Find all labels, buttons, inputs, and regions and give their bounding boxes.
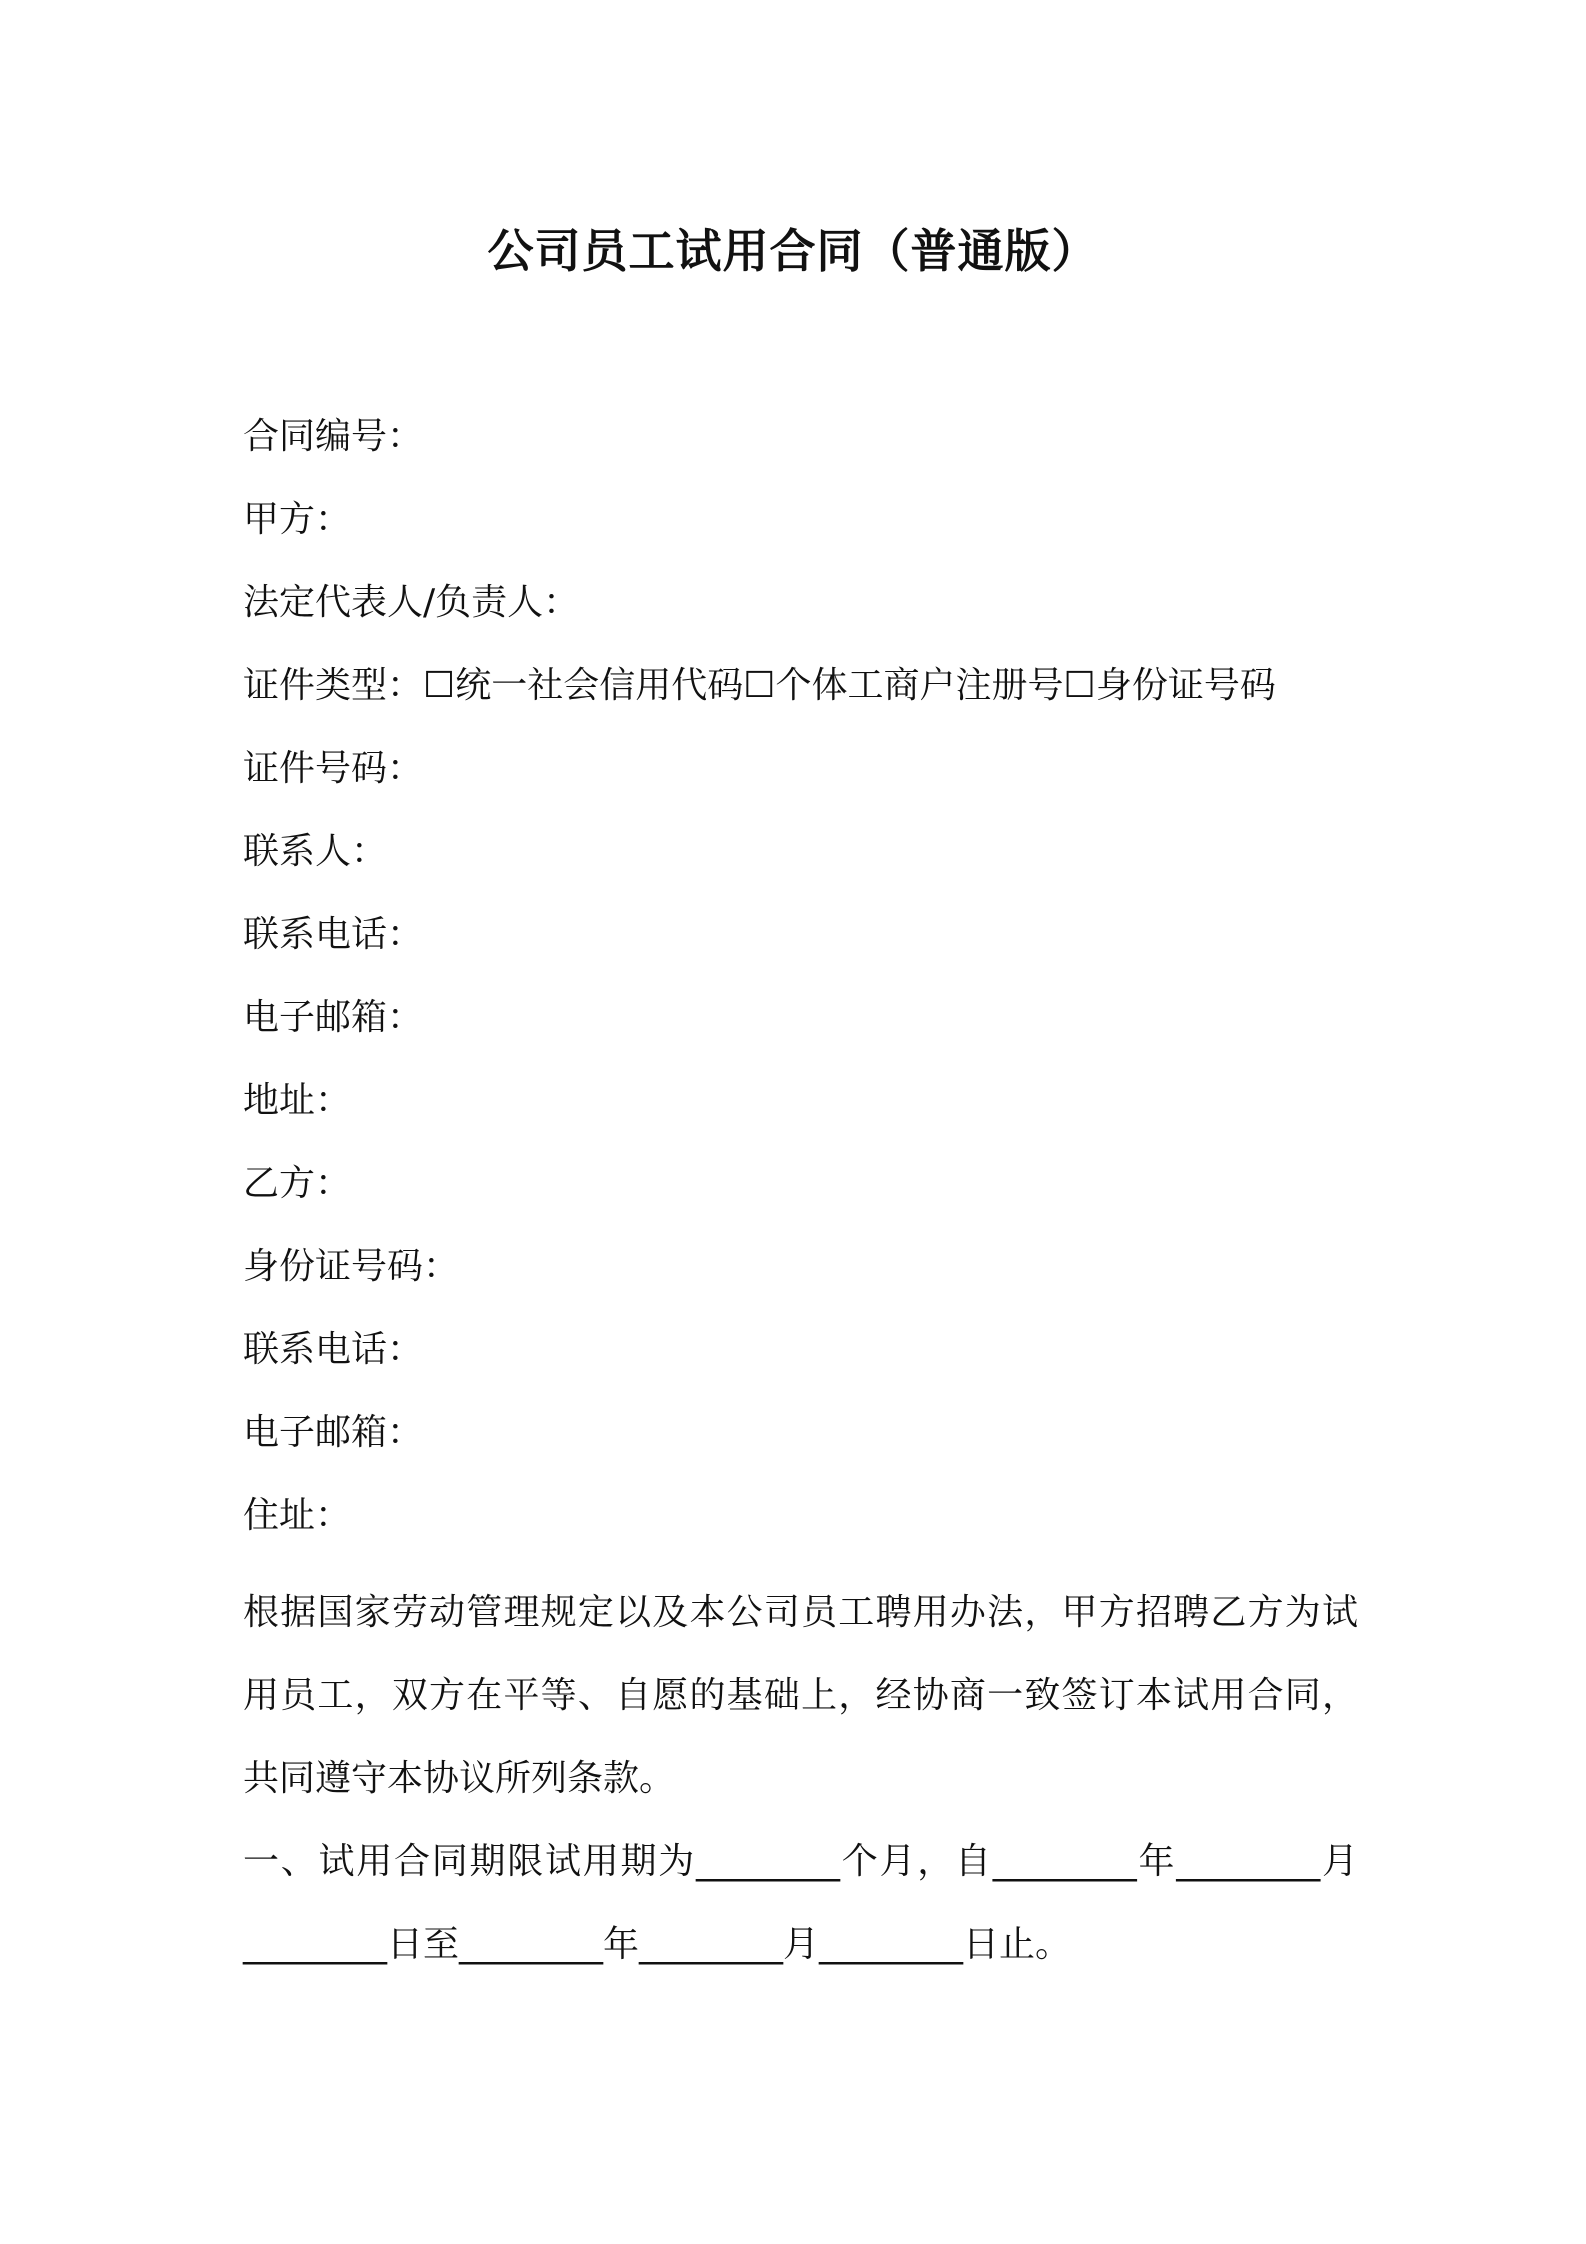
clause-1-trial-period: 一、试用合同期限试用期为________个月，自________年________月________日至________年________月________日止。 — [243, 1841, 1358, 1965]
field-party-a-address: 地址： — [243, 1080, 352, 1121]
field-party-a: 甲方： — [243, 499, 352, 540]
contract-body — [243, 1571, 1358, 1986]
field-party-b-id-number: 身份证号码： — [243, 1246, 460, 1287]
field-id-number: 证件号码： — [243, 748, 424, 789]
field-party-a-email: 电子邮箱： — [243, 997, 424, 1038]
field-party-a-phone: 联系电话： — [243, 914, 424, 955]
field-contact-person: 联系人： — [243, 831, 388, 872]
field-id-type: 证件类型：☐统一社会信用代码☐个体工商户注册号☐身份证号码 — [243, 665, 1276, 706]
field-party-b-phone: 联系电话： — [243, 1329, 424, 1370]
preamble-paragraph: 根据国家劳动管理规定以及本公司员工聘用办法，甲方招聘乙方为试用员工，双方在平等、自愿的基础上，经协商一致签订本试用合同，共同遵守本协议所列条款。 — [243, 1592, 1358, 1799]
field-party-b-email: 电子邮箱： — [243, 1412, 424, 1453]
field-legal-representative: 法定代表人/负责人： — [243, 582, 580, 623]
field-contract-number: 合同编号： — [243, 416, 424, 457]
document-title: 公司员工试用合同（普通版） — [487, 224, 1099, 278]
field-party-b: 乙方： — [243, 1163, 352, 1204]
field-party-b-residence: 住址： — [243, 1495, 352, 1536]
